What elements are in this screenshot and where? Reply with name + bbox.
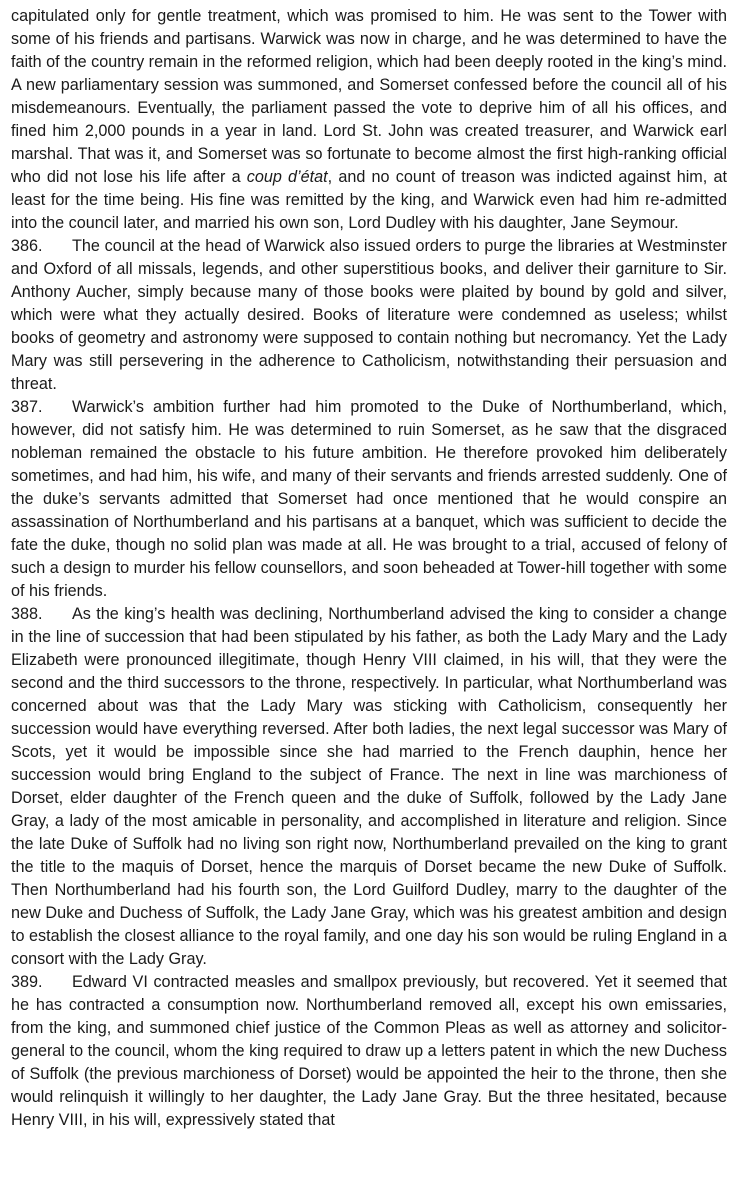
paragraph-number: 388. <box>11 605 43 623</box>
paragraph-text: Edward VI contracted measles and smallpox previously, but recovered. Yet it seemed that he has contracted a consumption now. Northumberland removed all, except his own emissaries, from the king, and summoned chief justice of the Common Pleas as well as attorney and solicitor-general to the council, whom the king required to draw up a letters patent in which the new Duchess of Suffolk (the previous marchioness of Dorset) would be appointed the heir to the throne, then she would relinquish it willingly to her daughter, the Lady Jane Gray. But the three hesitated, because Henry VIII, in his will, expressively stated that <box>11 973 727 1129</box>
paragraph-388 <box>11 603 727 971</box>
opening-text-end: , and no count of treason was indicted against him, at least for the time being. His fine was remitted by the king, and Warwick even had him re-admitted into the council later, and married his own son, Lord Dudley with his daughter, Jane Seymour. <box>11 168 727 232</box>
paragraph-text: Warwick’s ambition further had him promoted to the Duke of Northumberland, which, however, did not satisfy him. He was determined to ruin Somerset, as he saw that the disgraced nobleman remained the obstacle to his future ambition. He therefore provoked him deliberately sometimes, and had him, his wife, and many of their servants and friends arrested suddenly. One of the duke’s servants admitted that Somerset had once mentioned that he would conspire an assassination of Northumberland and his partisans at a banquet, which was sufficient to decide the fate the duke, though no solid plan was made at all. He was brought to a trial, accused of felony of such a design to murder his fellow counsellors, and soon beheaded at Tower-hill together with some of his friends. <box>11 398 727 600</box>
paragraph-387 <box>11 396 727 603</box>
italic-phrase: coup d’état <box>246 168 328 186</box>
opening-paragraph <box>11 5 727 235</box>
paragraph-number: 387. <box>11 398 43 416</box>
paragraph-text: As the king’s health was declining, Northumberland advised the king to consider a change in the line of succession that had been stipulated by his father, as both the Lady Mary and the Lady Elizabeth were pronounced illegitimate, though Henry VIII claimed, in his will, that they were the second and the third successors to the throne, respectively. In particular, what Northumberland was concerned about was that the Lady Mary was sticking with Catholicism, consequently her succession would have everything reversed. After both ladies, the next legal successor was Mary of Scots, yet it would be impossible since she had married to the French dauphin, hence her succession would bring England to the subject of France. The next in line was marchioness of Dorset, elder daughter of the French queen and the duke of Suffolk, followed by the Lady Jane Gray, a lady of the most amicable in personality, and accomplished in literature and religion. Since the late Duke of Suffolk had no living son right now, Northumberland prevailed on the king to grant the title to the maquis of Dorset, hence the marquis of Dorset became the new Duke of Suffolk. Then Northumberland had his fourth son, the Lord Guilford Dudley, marry to the daughter of the new Duke and Duchess of Suffolk, the Lady Jane Gray, which was his greatest ambition and design to establish the closest alliance to the royal family, and one day his son would be ruling England in a consort with the Lady Gray. <box>11 605 727 968</box>
paragraph-text: The council at the head of Warwick also issued orders to purge the libraries at Westminster and Oxford of all missals, legends, and other superstitious books, and deliver their garniture to Sir. Anthony Aucher, simply because many of those books were plaited by bound by gold and silver, which were what they actually desired. Books of literature were condemned as useless; whilst books of geometry and astronomy were supposed to contain nothing but necromancy. Yet the Lady Mary was still persevering in the adherence to Catholicism, notwithstanding their persuasion and threat. <box>11 237 727 393</box>
opening-text: capitulated only for gentle treatment, which was promised to him. He was sent to the Tower with some of his friends and partisans. Warwick was now in charge, and he was determined to have the faith of the country remain in the reformed religion, which had been deeply rooted in the king’s mind. A new parliamentary session was summoned, and Somerset confessed before the council all of his misdemeanours. Eventually, the parliament passed the vote to deprive him of all his offices, and fined him 2,000 pounds in a year in land. Lord St. John was created treasurer, and Warwick earl marshal. That was it, and Somerset was so fortunate to become almost the first high-ranking official who did not lose his life after a <box>11 7 727 186</box>
paragraph-number: 389. <box>11 973 43 991</box>
paragraph-386 <box>11 235 727 396</box>
paragraph-389 <box>11 971 727 1132</box>
paragraph-number: 386. <box>11 237 43 255</box>
